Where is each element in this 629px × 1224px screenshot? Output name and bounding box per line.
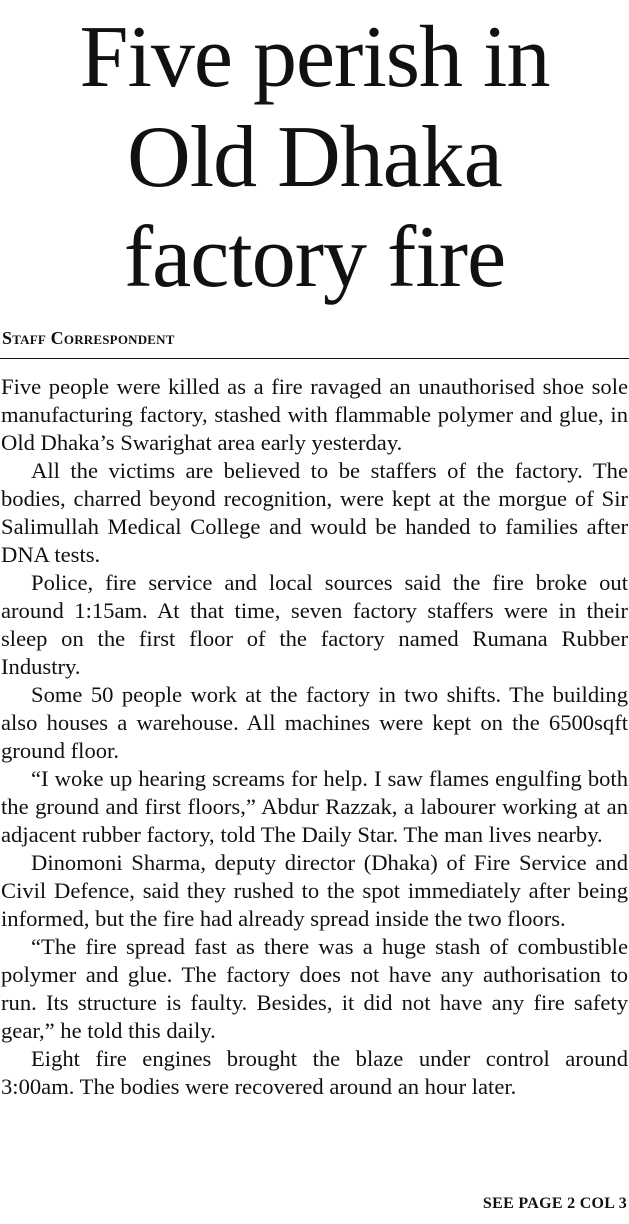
article-paragraph: Some 50 people work at the factory in two shifts. The building also houses a warehouse. All machines were kept on the 6500sqft ground floor. [1,682,628,763]
continuation-jump-line: SEE PAGE 2 COL 3 [482,1195,627,1212]
article-paragraph: Five people were killed as a fire ravaged an unauthorised shoe sole manufacturing factory, stashed with flammable polymer and glue, in Old Dhaka’s Swarighat area early yesterday. [1,374,628,455]
byline-divider [0,358,629,359]
article-paragraph: “The fire spread fast as there was a huge stash of combustible polymer and glue. The factory does not have any authorisation to run. Its structure is faulty. Besides, it did not have any fire safety gear,” he told this daily. [1,934,628,1043]
article-paragraph: Dinomoni Sharma, deputy director (Dhaka) of Fire Service and Civil Defence, said they rushed to the spot immediately after being informed, but the fire had already spread inside the two floors. [1,850,628,931]
headline-line: factory fire [123,209,506,306]
article-paragraph: Eight fire engines brought the blaze under control around 3:00am. The bodies were recovered around an hour later. [1,1046,628,1099]
article-body [1,373,628,1101]
headline-line: Five perish in [79,9,550,106]
headline [0,8,629,308]
byline: Staff Correspondent [2,328,175,348]
headline-line: Old Dhaka [127,109,502,206]
article-paragraph: Police, fire service and local sources said the fire broke out around 1:15am. At that time, seven factory staffers were in their sleep on the first floor of the factory named Rumana Rubber Industry. [1,570,628,679]
article-paragraph: All the victims are believed to be staffers of the factory. The bodies, charred beyond recognition, were kept at the morgue of Sir Salimullah Medical College and would be handed to families after DNA tests. [1,458,628,567]
article-paragraph: “I woke up hearing screams for help. I saw flames engulfing both the ground and first floors,” Abdur Razzak, a labourer working at an adjacent rubber factory, told The Daily Star. The man lives nearby. [1,766,628,847]
